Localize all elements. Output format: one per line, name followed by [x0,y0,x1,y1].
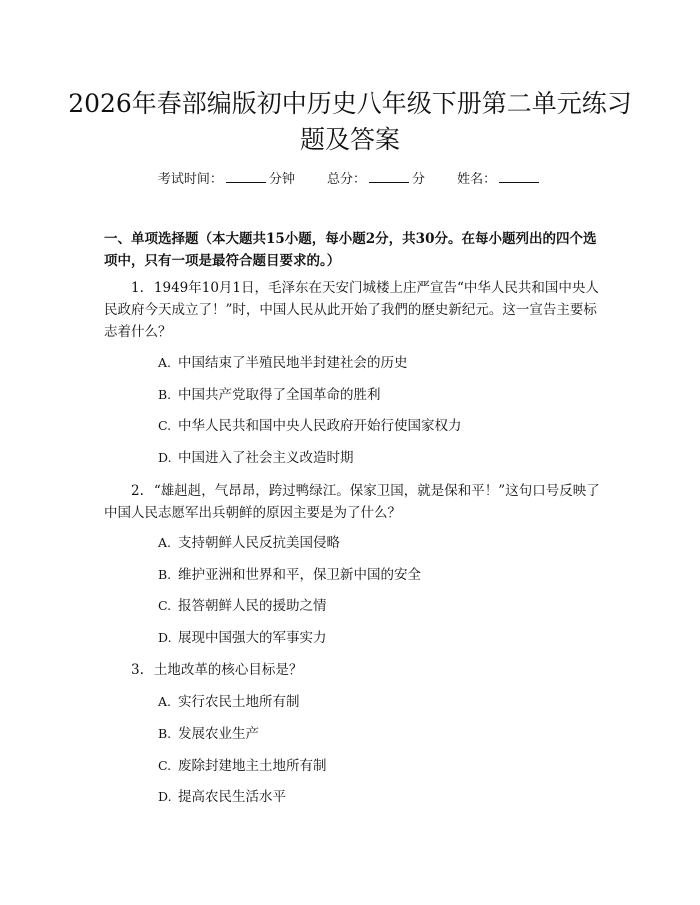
exam-time-blank [226,169,266,183]
option-text: 废除封建地主土地所有制 [178,758,327,774]
exam-time-label: 考试时间： [157,172,223,187]
option-text: 中华人民共和国中央人民政府开始行使国家权力 [178,418,462,434]
section-heading: 一、单项选择题（本大题共15小题，每小题2分，共30分。在每小题列出的四个选项中，只有一项是最符合题目要求的。） [104,231,597,269]
exam-time-unit: 分钟 [268,172,295,187]
question-1-option-c [158,416,598,436]
option-letter: A. [158,535,172,550]
question-3-option-d [158,787,598,807]
option-text: 中国结束了半殖民地半封建社会的历史 [178,355,408,371]
question-1-option-b [158,385,598,405]
exam-info-line [0,169,700,190]
option-text: 支持朝鲜人民反抗美国侵略 [178,535,340,551]
student-name-label: 姓名： [457,172,497,187]
document-title: 2026年春部编版初中历史八年级下册第二单元练习题及答案 [68,89,632,154]
total-score-unit: 分 [412,172,426,187]
student-name-field [457,169,542,190]
option-letter: D. [158,630,172,645]
option-text: 展现中国强大的军事实力 [178,630,327,646]
question-number: 2. [131,483,144,499]
total-score-blank [369,169,409,183]
question-2 [104,480,604,524]
exam-time-field [158,169,295,190]
option-text: 中国进入了社会主义改造时期 [178,450,354,466]
question-2-option-b [158,565,598,585]
option-letter: D. [158,789,172,804]
option-text: 发展农业生产 [178,726,259,742]
question-3-option-a [158,692,598,712]
question-2-option-a [158,533,598,553]
option-letter: C. [158,598,172,613]
question-3-option-b [158,724,598,744]
option-text: 实行农民土地所有制 [178,694,300,710]
question-2-option-d [158,628,598,648]
student-name-blank [499,169,539,183]
option-letter: C. [158,418,172,433]
option-text: 维护亚洲和世界和平，保卫新中国的安全 [178,567,421,583]
option-text: 中国共产党取得了全国革命的胜利 [178,387,381,403]
option-letter: D. [158,450,172,465]
option-letter: A. [158,694,172,709]
option-letter: B. [158,387,172,402]
question-1 [104,277,604,343]
question-3 [104,659,604,681]
option-letter: A. [158,355,172,370]
total-score-field [327,169,425,190]
question-stem: “雄赳赳，气昂昂，跨过鸭绿江。保家卫国，就是保和平！”这句口号反映了中国人民志愿军出兵朝鲜的原因主要是为了什么？ [104,483,600,521]
question-2-option-c [158,596,598,616]
total-score-label: 总分： [326,172,366,187]
option-letter: B. [158,726,172,741]
question-number: 1. [131,280,144,296]
question-3-option-c [158,756,598,776]
question-1-option-a [158,353,598,373]
option-text: 报答朝鲜人民的援助之情 [178,598,327,614]
option-letter: B. [158,567,172,582]
question-stem: 1949年10月1日，毛泽东在天安门城楼上庄严宣告“中华人民共和国中央人民政府今天成立了！”时，中国人民从此开始了我們的歷史新纪元。这一宣告主要标志着什么？ [104,280,599,340]
question-1-option-d [158,448,598,468]
option-letter: C. [158,758,172,773]
question-number: 3. [131,662,144,678]
question-stem: 土地改革的核心目标是？ [153,662,303,678]
option-text: 提高农民生活水平 [178,789,286,805]
